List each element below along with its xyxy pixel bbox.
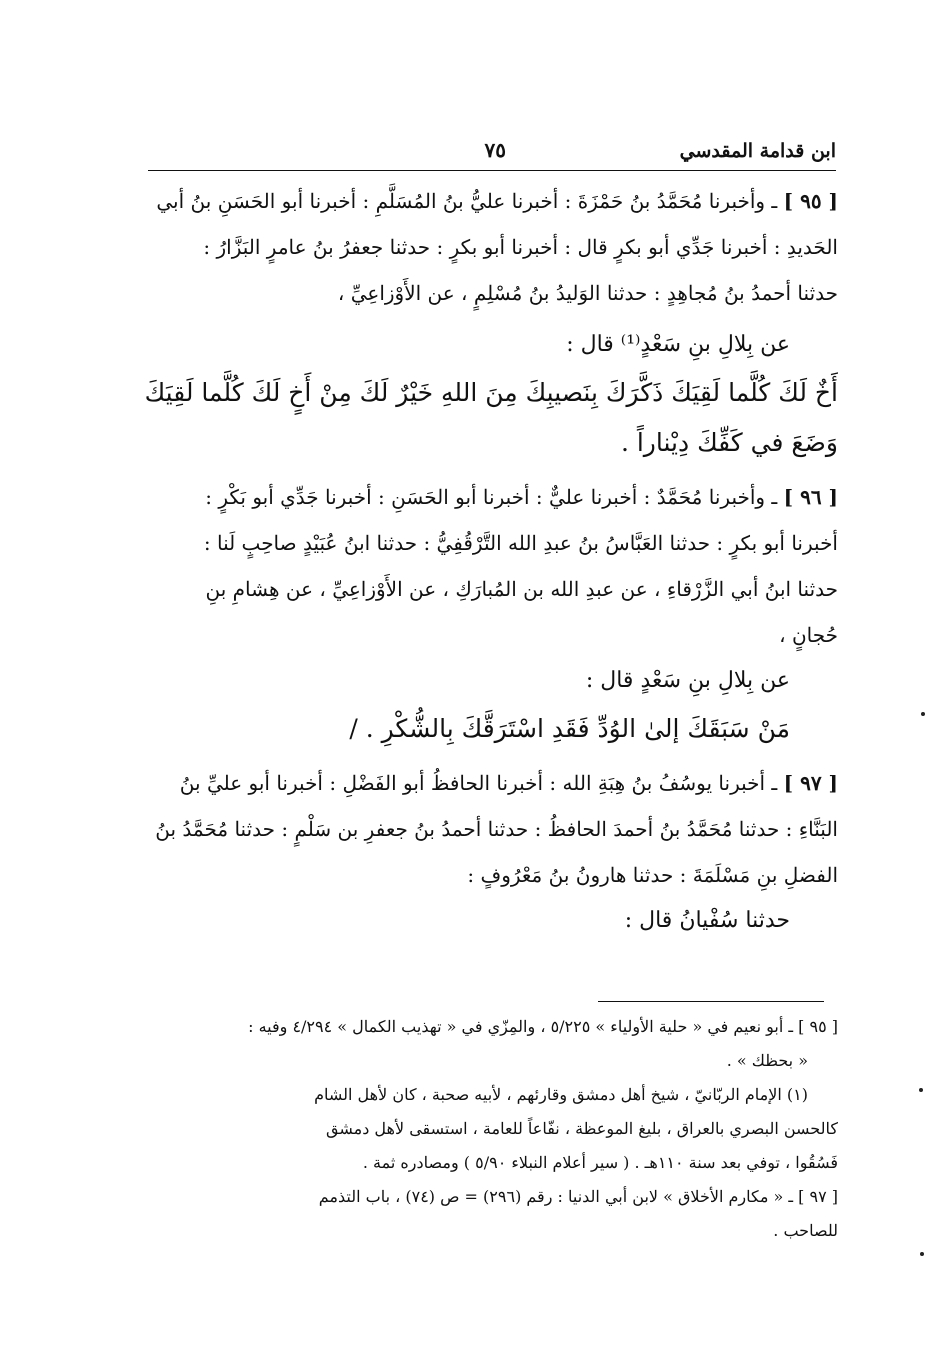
hadith-96-isnad-line-2: أخبرنا أبو بكرٍ : حدثنا العَبَّاسُ بنُ عبدِ الله التَّرْقُفِيُّ : حدثنا ابنُ عُبَيْدٍ صاحِبٍ لَنا : [203,531,838,555]
hadith-96-isnad-text-1: ـ وأخبرنا مُحَمَّدٌ : أخبرنا عليٌّ : أخبرنا أبو الحَسَنِ : أخبرنا جَدِّي أبو بَكْرٍ : [205,485,778,509]
hadith-95-isnad-text-1: ـ وأخبرنا مُحَمَّدُ بنُ حَمْزَةَ : أخبرنا عليُّ بنُ المُسَلَّمِ : أخبرنا أبو الحَسَنِ بنُ أبي [156,189,778,213]
hadith-95-isnad-line-3: حدثنا أحمدُ بنُ مُجاهِدٍ : حدثنا الوَليدُ بنُ مُسْلِمٍ ، عن الأَوْزاعِيِّ ، [337,281,838,305]
hadith-95-matn-line-2: وَضَعَ في كَفِّكَ دِيْناراً . [620,428,838,457]
footnotes [140,1010,838,1248]
hadith-96-isnad-line-1 [140,474,838,520]
hadith-95-isnad-line-1 [140,178,838,224]
scan-speck [920,1252,924,1256]
footnote-line-6: [ ٩٧ ] ـ « مكارم الأخلاق » لابن أبي الدنيا : رقم (٢٩٦) = ص (٧٤) ، باب التذمم [318,1187,838,1206]
footnote-divider [598,1001,824,1002]
hadith-95-number: [ ٩٥ ] [783,189,838,213]
footnote-line-3: (١) الإمام الربّانيّ ، شيخ أهل دمشق وقارئهم ، لأبيه صحبة ، كان لأهل الشام [314,1085,808,1104]
footnote-line-2: « بحظك » . [726,1051,808,1070]
running-title: ابن قدامة المقدسي [679,140,836,162]
hadith-95-intro: عن بِلالِ بنِ سَعْدٍ⁽¹⁾ قال : [566,332,790,357]
hadith-95-matn-line-1: أَخٌ لَكَ كُلَّما لَقِيَكَ ذَكَّرَكَ بِنَصيبِكَ مِنَ اللهِ خَيْرٌ لَكَ مِنْ أَخٍ لَكَ كُلَّما لَقِيَكَ [144,378,838,407]
hadith-96-intro: عن بِلالِ بنِ سَعْدٍ قال : [585,668,790,693]
footnote-line-1: [ ٩٥ ] ـ أبو نعيم في « حلية الأولياء » ٥/٢٢٥ ، والمِزّي في « تهذيب الكمال » ٤/٢٩٤ وفيه : [248,1017,838,1036]
hadith-97-isnad-line-2: البَنَّاءِ : حدثنا مُحَمَّدُ بنُ أحمدَ الحافظُ : حدثنا أحمدُ بنُ جعفرِ بن سَلْمٍ : حدثنا مُحَمَّدُ بنُ [155,817,838,841]
hadith-96-isnad-line-3: حدثنا ابنُ أبي الزَّرْقاءِ ، عن عبدِ الله بن المُبارَكِ ، عن الأَوْزاعِيِّ ، عن هِشامِ بنِ [205,577,838,601]
hadith-95-isnad-line-2: الحَديدِ : أخبرنا جَدِّي أبو بكرٍ قال : أخبرنا أبو بكرٍ : حدثنا جعفرُ بنُ عامرٍ البَزَّارُ : [203,235,838,259]
hadith-96-number: [ ٩٦ ] [783,485,838,509]
footnote-line-5: فَسُقُوا ، توفي بعد سنة ١١٠هـ . ( سير أعلام النبلاء ٥/٩٠ ) ومصادره ثمة . [362,1153,838,1172]
hadith-97-isnad-line-3: الفضلِ بنِ مَسْلَمَةَ : حدثنا هارونُ بنُ مَعْرُوفٍ : [467,863,838,887]
page-header [148,136,836,171]
scan-speck [921,712,925,716]
footnote-line-7: للصاحب . [773,1221,838,1240]
main-text [140,178,838,944]
scan-speck [919,1088,923,1092]
hadith-97-number: [ ٩٧ ] [783,771,838,795]
footnote-line-4: كالحسن البصري بالعراق ، بليغ الموعظة ، نفّاعاً للعامة ، استسقى لأهل دمشق [326,1119,838,1138]
page-number: ٧٥ [484,138,506,162]
hadith-96-isnad-line-4: حُجانٍ ، [779,623,838,647]
hadith-97-intro: حدثنا سُفْيانُ قال : [624,908,790,933]
hadith-96-matn-line-1: مَنْ سَبَقَكَ إلىٰ الوُدِّ فَقَدِ اسْتَرَقَّكَ بِالشُّكْرِ . / [349,714,790,743]
hadith-97-isnad-text-1: ـ أخبرنا يوسُفُ بنُ هِبَةِ الله : أخبرنا الحافظُ أبو الفَضْلِ : أخبرنا أبو عليِّ بنُ [179,771,778,795]
hadith-97-isnad-line-1 [140,760,838,806]
